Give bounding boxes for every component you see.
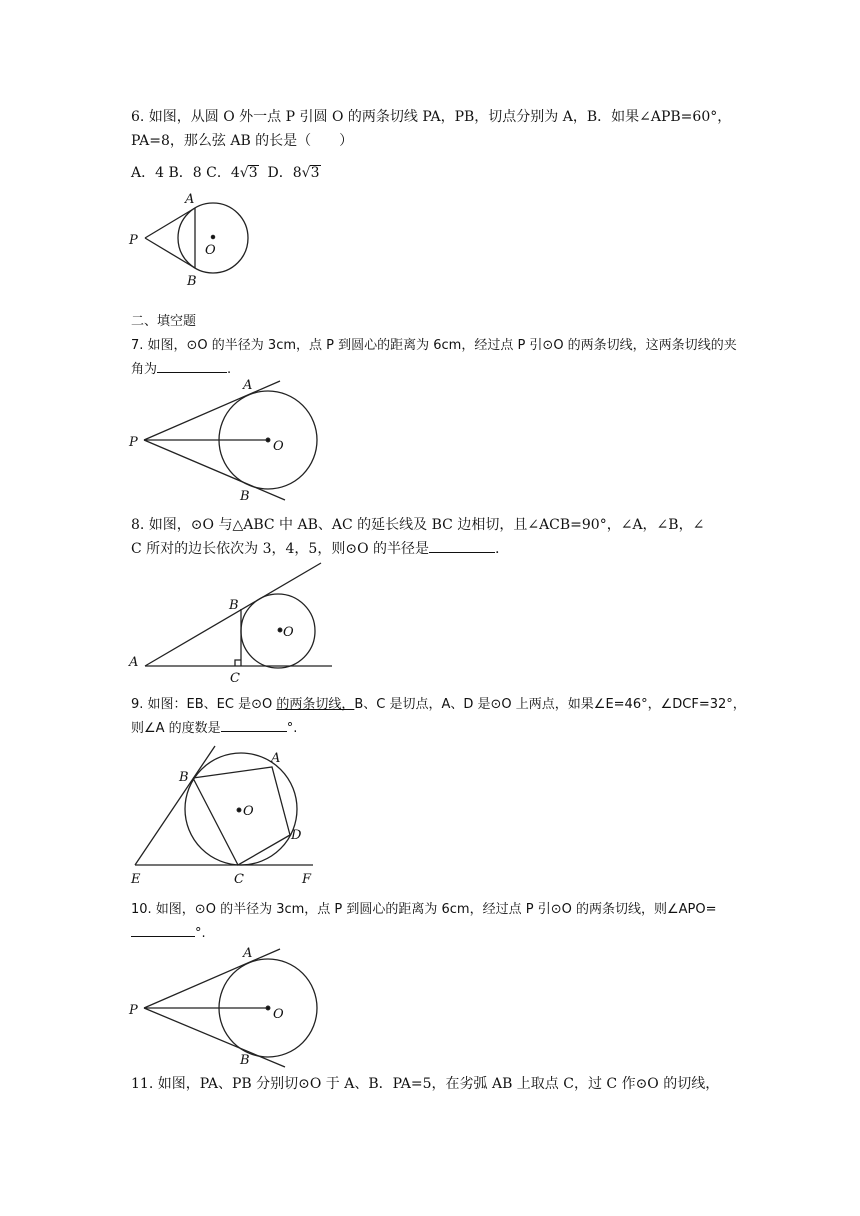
q9-label-e: E bbox=[131, 872, 141, 887]
q6-option-c-radicand: 3 bbox=[248, 165, 258, 181]
q10-center-dot bbox=[266, 1006, 270, 1010]
q6-tangent-pb bbox=[145, 238, 195, 268]
q10-tangent-pb bbox=[144, 1008, 285, 1067]
q9-label-f: F bbox=[302, 872, 312, 887]
q7-tangent-pa bbox=[144, 381, 280, 440]
q9-label-b: B bbox=[179, 770, 189, 785]
q9-answer-blank[interactable] bbox=[221, 719, 287, 732]
q9-figure bbox=[125, 740, 325, 890]
section-title: 二、填空题 bbox=[131, 314, 197, 329]
q9-label-o: O bbox=[243, 804, 254, 819]
q9-label-a: A bbox=[271, 751, 281, 766]
q7-label-p: P bbox=[129, 435, 138, 450]
q7-stem-line-1: 7. 如图，⊙O 的半径为 3cm，点 P 到圆心的距离为 6cm，经过点 P 引⊙O 的两条切线，这两条切线的夹 bbox=[131, 338, 737, 353]
q9-label-c: C bbox=[234, 872, 244, 887]
q8-label-o: O bbox=[283, 625, 294, 640]
q6-option-d: D．8√3 bbox=[267, 165, 320, 181]
q9-quadrilateral-bacd bbox=[193, 767, 290, 865]
q6-figure bbox=[125, 190, 260, 290]
q10-label-o: O bbox=[273, 1007, 284, 1022]
q10-figure bbox=[125, 940, 325, 1068]
q8-center-dot bbox=[278, 628, 282, 632]
q9-center-dot bbox=[237, 808, 241, 812]
q9-tangent-eb bbox=[135, 746, 215, 865]
q6-stem-line-1: 6. 如图，从圆 O 外一点 P 引圆 O 的两条切线 PA，PB，切点分别为 A，B．如果∠APB=60°， bbox=[131, 109, 732, 125]
q7-figure bbox=[125, 378, 325, 506]
q8-line-ab-extended bbox=[145, 563, 321, 666]
q6-option-a: A．4 bbox=[131, 165, 165, 181]
q7-center-dot bbox=[266, 438, 270, 442]
q7-tangent-pb bbox=[144, 440, 285, 500]
q6-center-dot bbox=[211, 235, 214, 238]
q6-tangent-pa bbox=[145, 208, 195, 238]
q6-label-a: A bbox=[185, 192, 195, 207]
q10-label-p: P bbox=[129, 1003, 138, 1018]
q10-answer-blank[interactable] bbox=[131, 924, 195, 937]
q10-stem-line-1: 10. 如图，⊙O 的半径为 3cm，点 P 到圆心的距离为 6cm，经过点 P 引⊙O 的两条切线，则∠APO= bbox=[131, 902, 717, 917]
q9-stem-line-1: 9. 如图：EB、EC 是⊙O 的两条切线，B、C 是切点，A、D 是⊙O 上两点，如果∠E=46°，∠DCF=32°， bbox=[131, 697, 746, 712]
q6-label-o: O bbox=[205, 243, 216, 258]
q6-option-b: B．8 bbox=[168, 165, 202, 181]
q7-label-o: O bbox=[273, 439, 284, 454]
q6-option-c: C．4√3 bbox=[206, 165, 258, 181]
q8-stem-line-2: C 所对的边长依次为 3，4，5，则⊙O 的半径是 . bbox=[131, 541, 500, 557]
q7-answer-blank[interactable] bbox=[157, 360, 227, 373]
q9-label-d: D bbox=[291, 828, 302, 843]
q6-label-p: P bbox=[129, 233, 138, 248]
q8-stem-line-1: 8. 如图，⊙O 与△ABC 中 AB、AC 的延长线及 BC 边相切，且∠ACB=90°，∠A，∠B，∠ bbox=[131, 517, 705, 533]
q8-label-a: A bbox=[129, 655, 139, 670]
q6-option-d-radicand: 3 bbox=[310, 165, 320, 181]
q7-label-b: B bbox=[240, 489, 250, 504]
q7-stem-line-2: 角为 . bbox=[131, 362, 232, 377]
q10-stem-line-2: °. bbox=[131, 924, 206, 943]
q8-answer-blank[interactable] bbox=[429, 540, 495, 553]
q8-right-angle-mark bbox=[235, 660, 241, 666]
q10-label-b: B bbox=[240, 1053, 250, 1068]
q8-label-c: C bbox=[230, 671, 240, 686]
q7-label-a: A bbox=[243, 378, 253, 393]
q8-label-b: B bbox=[229, 598, 239, 613]
q11-stem-line-1: 11. 如图，PA、PB 分别切⊙O 于 A、B．PA=5，在劣弧 AB 上取点 C，过 C 作⊙O 的切线， bbox=[131, 1076, 720, 1092]
q8-figure bbox=[125, 560, 340, 688]
q10-label-a: A bbox=[243, 946, 253, 961]
q9-stem-line-2: 则∠A 的度数是 °. bbox=[131, 721, 298, 736]
q6-label-b: B bbox=[187, 274, 197, 289]
q6-stem-line-2: PA=8，那么弦 AB 的长是（ ） bbox=[131, 133, 354, 149]
q6-options bbox=[131, 164, 321, 182]
q10-tangent-pa bbox=[144, 949, 280, 1008]
